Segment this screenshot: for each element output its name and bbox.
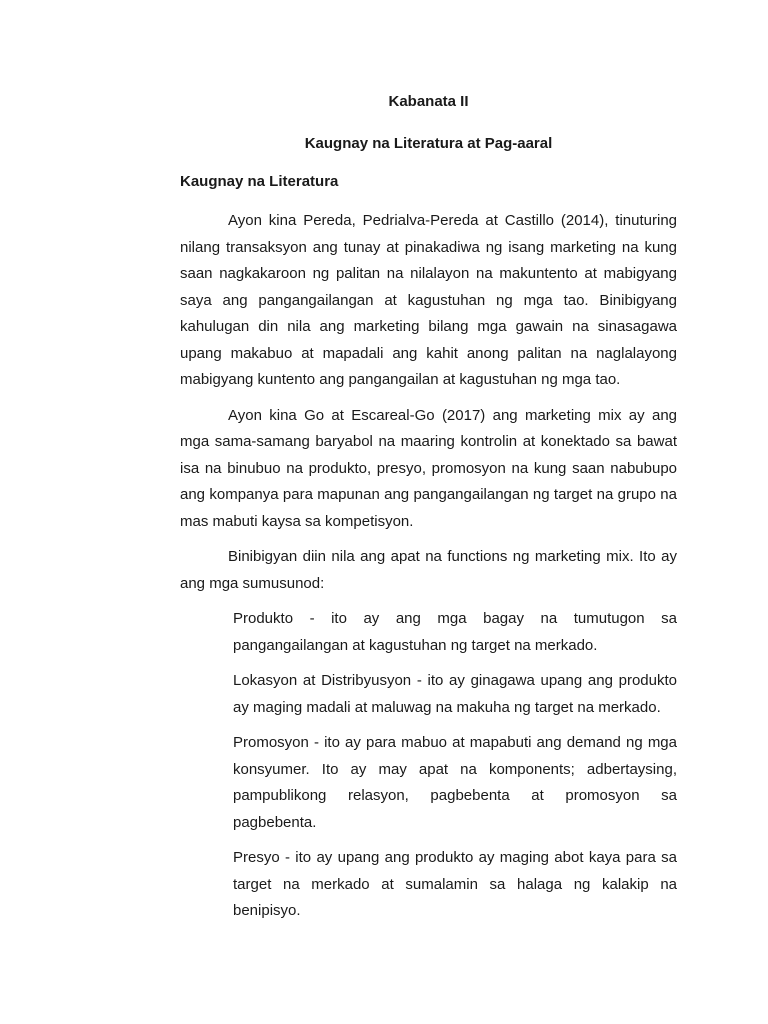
marketing-mix-functions-list [233,606,677,925]
list-item: Promosyon - ito ay para mabuo at mapabuti ang demand ng mga konsyumer. Ito ay may apat na komponents; adbertaysing, pampublikong relasyon, pagbebenta at promosyon sa pagbebenta. [233,734,677,831]
chapter-heading: Kabanata II [388,93,469,110]
list-item: Lokasyon at Distribyusyon - ito ay ginagawa upang ang produkto ay maging madali at maluwag na makuha ng target na merkado. [233,672,677,716]
chapter-title: Kaugnay na Literatura at Pag-aaral [304,135,553,152]
paragraph: Ayon kina Go at Escareal-Go (2017) ang marketing mix ay ang mga sama-samang baryabol na maaring kontrolin at konektado sa bawat isa na binubuo na produkto, presyo, promosyon na kung saan nabubupo ang kompanya para mapunan ang pangangailangan ng target na grupo na mas mabuti kaysa sa kompetisyon. [180,406,677,530]
paragraph: Binibigyan diin nila ang apat na functions ng marketing mix. Ito ay ang mga sumusunod: [180,548,677,592]
list-item: Presyo - ito ay upang ang produkto ay maging abot kaya para sa target na merkado at sumalamin sa halaga ng kalakip na benipisyo. [233,849,677,919]
document-page [180,90,677,934]
list-item: Produkto - ito ay ang mga bagay na tumutugon sa pangangailangan at kagustuhan ng target na merkado. [233,610,677,654]
section-heading: Kaugnay na Literatura [180,173,339,190]
paragraph: Ayon kina Pereda, Pedrialva-Pereda at Castillo (2014), tinuturing nilang transaksyon ang tunay at pinakadiwa ng isang marketing na kung saan nagkakaroon ng palitan na nilalayon na makuntento at mabigyang saya ang pangangailangan at kagustuhan ng mga tao. Binibigyang kahulugan din nila ang marketing bilang mga gawain na sinasagawa upang makabuo at mapadali ang kahit anong palitan na naglalayong mabigyang kuntento ang pangangailan at kagustuhan ng mga tao. [180,212,677,388]
